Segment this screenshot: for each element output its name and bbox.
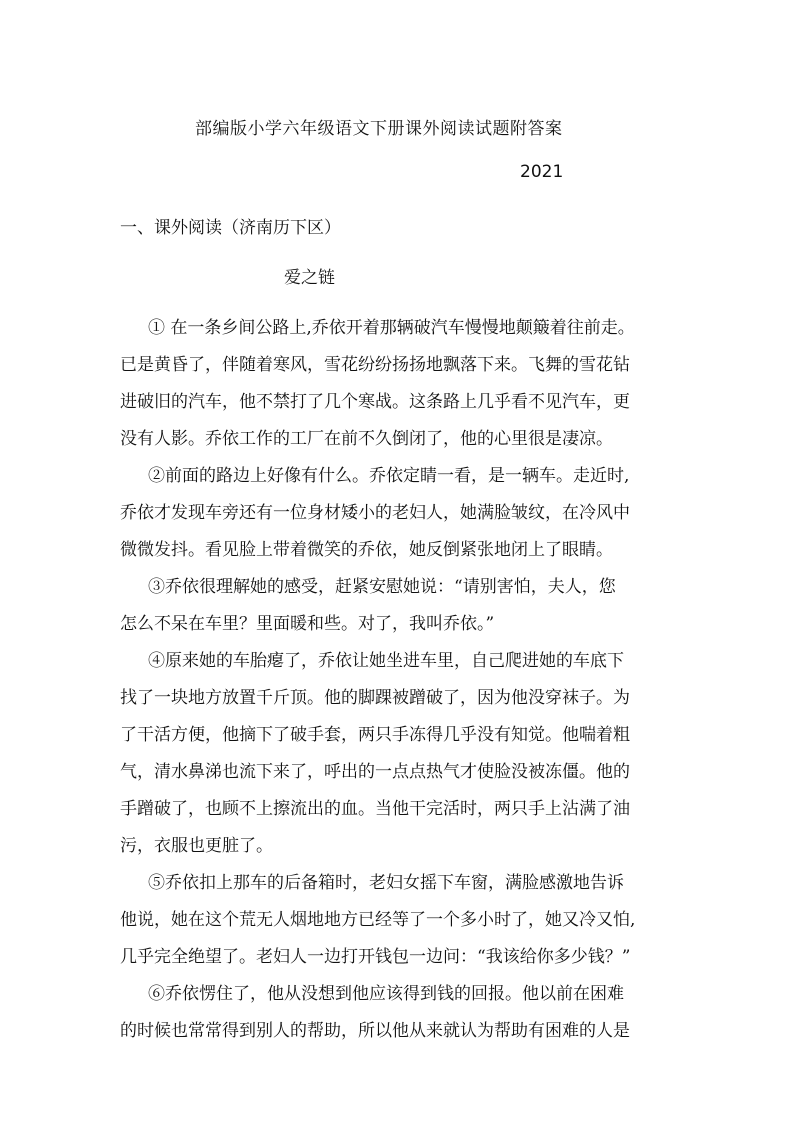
paragraph-line: 污，衣服也更脏了。 [120,836,273,856]
story-title: 爱之链 [284,268,335,288]
paragraph-line: ②前面的路边上好像有什么。乔依定睛一看，是一辆车。走近时, [148,466,630,486]
section-heading: 一、课外阅读（济南历下区） [120,218,341,238]
paragraph-line: 已是黄昏了，伴随着寒风，雪花纷纷扬扬地飘落下来。飞舞的雪花钻 [120,355,630,375]
paragraph-line: 的时候也常常得到别人的帮助，所以他从来就认为帮助有困难的人是 [120,1021,630,1041]
document-title: 部编版小学六年级语文下册课外阅读试题附答案 [195,119,563,139]
document-year: 2021 [520,162,564,182]
paragraph-line: 气，清水鼻涕也流下来了，呼出的一点点热气才使脸没被冻僵。他的 [120,762,630,782]
paragraph-line: ③乔依很理解她的感受，赶紧安慰她说：“请别害怕，夫人，您 [148,577,616,597]
paragraph-line: 了干活方便，他摘下了破手套，两只手冻得几乎没有知觉。他喘着粗 [120,725,630,745]
paragraph-line: ④原来她的车胎瘪了，乔依让她坐进车里，自己爬进她的车底下 [148,651,624,671]
paragraph-line: 几乎完全绝望了。老妇人一边打开钱包一边问：“我该给你多少钱？” [120,947,631,967]
paragraph-line: 乔依才发现车旁还有一位身材矮小的老妇人，她满脸皱纹，在冷风中 [120,503,630,523]
paragraph-line: ① 在一条乡间公路上,乔依开着那辆破汽车慢慢地颠簸着往前走。 [148,318,635,338]
paragraph-line: 他说，她在这个荒无人烟地地方已经等了一个多小时了，她又冷又怕, [120,910,636,930]
paragraph-line: 手蹭破了，也顾不上擦流出的血。当他干完活时，两只手上沾满了油 [120,799,630,819]
paragraph-line: 找了一块地方放置千斤顶。他的脚踝被蹭破了，因为他没穿袜子。为 [120,688,630,708]
story-body [120,310,680,1050]
paragraph-line: ⑤乔依扣上那车的后备箱时，老妇女摇下车窗，满脸感激地告诉 [148,873,624,893]
paragraph-line: 微微发抖。看见脸上带着微笑的乔依，她反倒紧张地闭上了眼睛。 [120,540,613,560]
paragraph-line: ⑥乔依愣住了，他从没想到他应该得到钱的回报。他以前在困难 [148,984,624,1004]
paragraph-line: 怎么不呆在车里？里面暖和些。对了，我叫乔依。” [120,614,495,634]
paragraph-line: 进破旧的汽车，他不禁打了几个寒战。这条路上几乎看不见汽车，更 [120,392,630,412]
paragraph-line: 没有人影。乔依工作的工厂在前不久倒闭了，他的心里很是凄凉。 [120,429,613,449]
